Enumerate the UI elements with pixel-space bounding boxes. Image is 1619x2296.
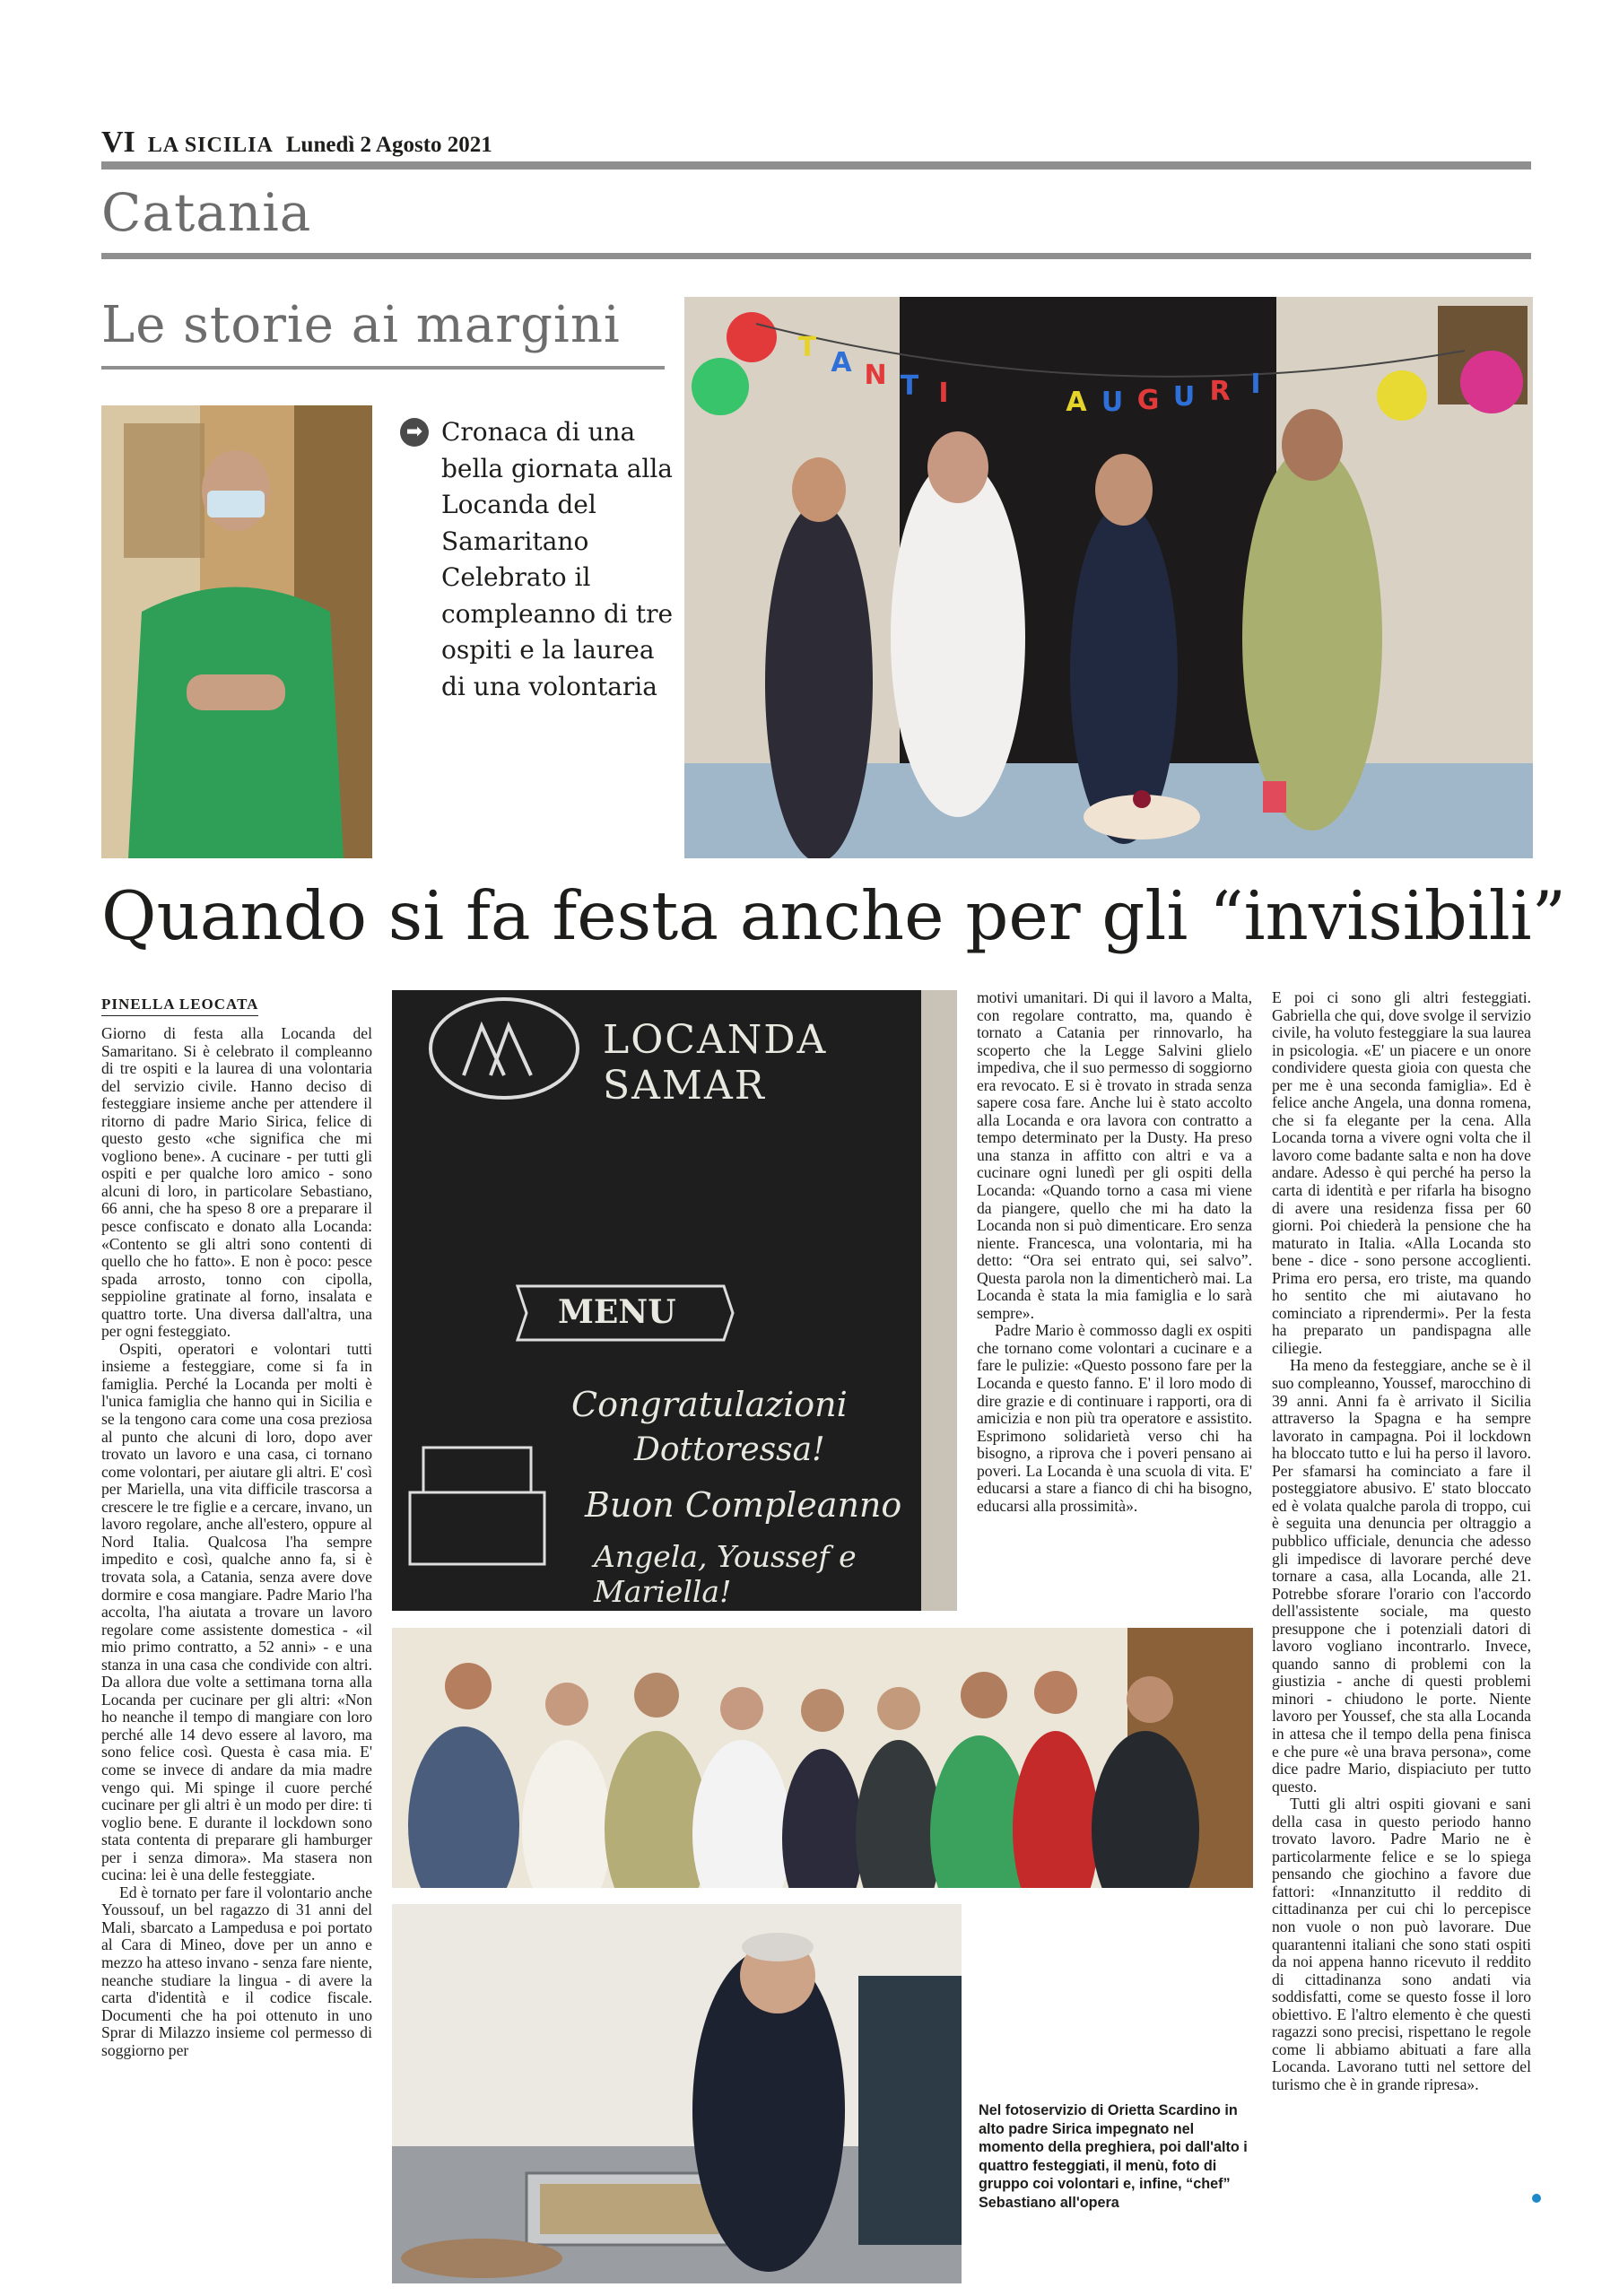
banner-letter: T [797,332,817,363]
banner-letter: U [1101,387,1124,418]
kicker: Le storie ai margini [101,296,621,354]
banner-letter: I [1250,369,1261,400]
paragraph: Giorno di festa alla Locanda del Samaritano. Si è celebrato il compleanno di tre ospiti e la laurea di una volontaria del servizio civile. Hanno deciso di festeggiare insieme anche per attendere il ritorno di padre Mario Sirica, felice di questo gesto «che significa che mi vogliono bene». A cucinare - per tutti gli ospiti e per qualche loro amico - sono alcuni di loro, in particolare Sebastiano, 66 anni, che ha speso 8 ore a preparare il pesce confiscato e donato alla Locanda: «Contento se gli altri sono contenti di quello che ho fatto». E non è poco: pesce spada arrosto, tonno con cipolla, seppioline gratinate al forno, insalata e quattro torte. Una diversa dall'altra, una per ogni festeggiato. [101,1024,372,1341]
banner-letter: T [900,370,919,402]
paragraph: Tutti gli altri ospiti giovani e sani della casa in questo periodo hanno trovato lavoro. Padre Mario ne è particolarmente felice e se lo spiega pensando che giochino a favore due fattori: «Innanzitutto il reddito di cittadinanza per cui chi lo percepisce non vuole o non può lavorare. Due quarantenni italiani che sono stati ospiti da noi appena hanno ricevuto il reddito di cittadinanza sono andati via soddisfatti, come se questo fosse il loro obiettivo. E l'altro elemento è che questi ragazzi sono precisi, rispettano le regole come li abbiamo abituati a fare alla Locanda. Lavorano tutti nel settore del turismo che è in grande ripresa». [1272,1795,1531,2093]
paragraph: Ed è tornato per fare il volontario anche Youssouf, un bel ragazzo di 31 anni del Mali, sbarcato a Lampedusa e poi portato al Cara di Mineo, dove per un anno e mezzo ha atteso invano - senza fare niente, neanche studiare la lingua - di avere la carta d'identità e il codice fiscale. Documenti che ha poi ottenuto in uno Sprar di Milazzo insieme col permesso di soggiorno per [101,1883,372,2059]
byline: PINELLA LEOCATA [101,996,258,1016]
page-number: VI [101,126,135,159]
group-illustration [392,1628,1253,1888]
photo-group [392,1628,1253,1888]
chalkboard-logo-text: LOCANDA SAMAR [603,1017,828,1109]
top-rule [101,161,1531,170]
subhead: Cronaca di una bella giornata alla Locanda del Samaritano Celebrato il compleanno di tre ospiti e la laurea di una volontaria [441,417,674,701]
issue-date: Lunedì 2 Agosto 2021 [285,133,492,157]
banner-letter: A [831,347,852,378]
photo-festeggiati [684,297,1533,858]
chef-illustration [392,1904,962,2283]
paper-name: LA SICILIA [147,134,274,157]
chalkboard-line-1: Congratulazioni [571,1385,848,1424]
paragraph: Padre Mario è commosso dagli ex ospiti che tornano come volontari a cucinare e a fare le pulizie: «Questo possono fare per la Locanda e questo fanno. E' il loro modo di dire grazie e di continuare i rapporti, ora di amicizia e non più tra operatore e assistito. Esprimono solidarietà verso chi ha bisogno, a riprova che i poveri pensano ai poveri. La Locanda è una scuola di vita. E' educarsi a stare a fianco di chi ha bisogno, educarsi alla prossimità». [977,1321,1252,1515]
photo-padre-mario [101,405,372,858]
festeggiati-illustration [684,297,1533,858]
article-column-4 [1272,989,1531,2093]
paragraph: Ha meno da festeggiare, anche se è il suo compleanno, Youssef, marocchino di 39 anni. Anni fa è arrivato il Sicilia attraverso la Spagna e ha sempre lavorato in campagna. Poi il lockdown ha bloccato tutto e lui ha perso il lavoro. Per sfamarsi ha cominciato a fare il posteggiatore abusivo. E' stato bloccato ed è volata qualche parola di troppo, cui è seguita una denuncia per oltraggio a pubblico ufficiale, denuncia che adesso gli impedisce di lavorare perché deve tornare a casa, alla Locanda, alle 21. Potrebbe sforare l'orario con l'accordo dell'assistente sociale, ma questo presuppone che i potenziali datori di lavoro vogliano incontrarlo. Invece, quando sanno di problemi con la giustizia - anche di questi problemi minori - chiudono le porte. Niente lavoro per Youssef, che sta alla Locanda in attesa che il tempo della pena finisca e che pure «è una brava persona», come dice padre Mario, dispiaciuto per tutto questo. [1272,1356,1531,1796]
photo-chef-sebastiano [392,1904,962,2283]
paragraph: motivi umanitari. Di qui il lavoro a Malta, con regolare contratto, ma, quando è tornato a Catania per rinnovarlo, ha scoperto che la Legge Salvini glielo impediva, che il suo permesso di soggiorno era revocato. E si è trovato in strada senza sapere cosa fare. Anche lui è stato accolto alla Locanda e ora lavora con contratto a tempo determinato per la Dusty. Ha preso una stanza in affitto con altri e va a cucinare ogni lunedì per gli ospiti della Locanda: «Quando torno a casa mi viene da piangere, quello che mi ha dato la Locanda non si può dimenticare. Ero senza niente. Francesca, una volontaria, mi ha detto: “Ora sei entrato qui, sei salvo”. Questa parola non la dimenticherò mai. La Locanda è stata la mia famiglia e lo sarà sempre». [977,988,1252,1322]
banner-letter: G [1136,385,1160,416]
end-mark-icon [1525,2189,1541,2206]
banner-letter: A [1066,387,1087,418]
photo-chalkboard-menu [392,990,957,1611]
section-title: Catania [101,182,312,243]
kicker-rule [101,366,665,370]
folio [101,126,492,161]
chalkboard-line-3: Buon Compleanno [585,1485,902,1525]
article-column-3 [977,989,1252,1515]
article-column-1 [101,1025,372,2059]
chalkboard-menu-title: MENU [558,1293,676,1331]
chalkboard-line-4: Angela, Youssef e Mariella! [594,1539,857,1609]
banner-letter: U [1172,381,1196,413]
paragraph: Ospiti, operatori e volontari tutti insieme a festeggiare, come si fa in famiglia. Perché la Locanda per molti è l'unica famiglia che hanno qui in Sicilia e se la tengono cara come una cosa preziosa al punto che alcuni di loro, dopo aver trovato un lavoro e una casa, ci tornano come volontari, per aiutare gli altri. E' così per Mariella, una vita difficile trascorsa a crescere le tre figlie e a cercare, invano, un lavoro regolare, anche all'estero, oppure al Nord Italia. Qualcosa l'ha sempre impedito e così, qualche anno fa, si è trovata sola, a Catania, senza avere dove dormire e cosa mangiare. Padre Mario l'ha accolta, l'ha aiutata a trovare un lavoro regolare come assistente domestica - «il mio primo contratto, a 52 anni» - e una stanza in una casa che condivide con altri. Da allora due volte a settimana torna alla Locanda per cucinare per gli altri: «Non ho neanche il tempo di mangiare con loro perché alle 14 devo essere al lavoro, ma sono felice così. Questa è casa mia. E' come se invece di andare da mia madre vengo qui. Mi spinge il cuore perché cucinare per gli altri è un modo per dire: ti voglio bene. E durante il lockdown sono stata contenta di preparare gli hamburger per i senza dimora». Ma stasera non cucina: lei è una delle festeggiate. [101,1339,372,1884]
banner-letter: N [864,360,887,391]
banner-letter: R [1209,376,1231,407]
chalkboard-line-2: Dottoressa! [634,1431,825,1468]
headline: Quando si fa festa anche per gli “invisibili” [101,876,1567,955]
photo-caption [979,2101,1253,2212]
caption-text: Nel fotoservizio di Orietta Scardino in alto padre Sirica impegnato nel momento della preghiera, poi dall'alto i quattro festeggiati, il menù, foto di gruppo coi volontari e, infine, “chef” Sebastiano all'opera [979,2102,1248,2211]
banner-letter: I [938,378,949,409]
paragraph: E poi ci sono gli altri festeggiati. Gabriella che qui, dove svolge il servizio civile, ha voluto festeggiare la sua laurea in psicologia. «E' un piacere e un onore condividere questa gioia con questa che per me è una seconda famiglia». Ed è felice anche Angela, una donna romena, che si fa elegante per la cena. Alla Locanda torna a vivere ogni volta che il lavoro come badante salta e non ha dove andare. Adesso è qui perché ha perso la carta di identità e per rifarla ha bisogno di avere una residenza fissa per 60 giorni. Poi chiederà la pensione che ha maturato in Italia. «Alla Locanda sto bene - dice - sono persone accoglienti. Prima ero persa, ero triste, ma quando ho sentito che mi aiutavano ho cominciato a riprendermi». Per la festa ha preparato un pandispagna alle ciliegie. [1272,988,1531,1357]
padre-mario-illustration [101,405,372,858]
arrow-right-icon: ➡ [400,418,429,447]
section-rule [101,253,1531,259]
